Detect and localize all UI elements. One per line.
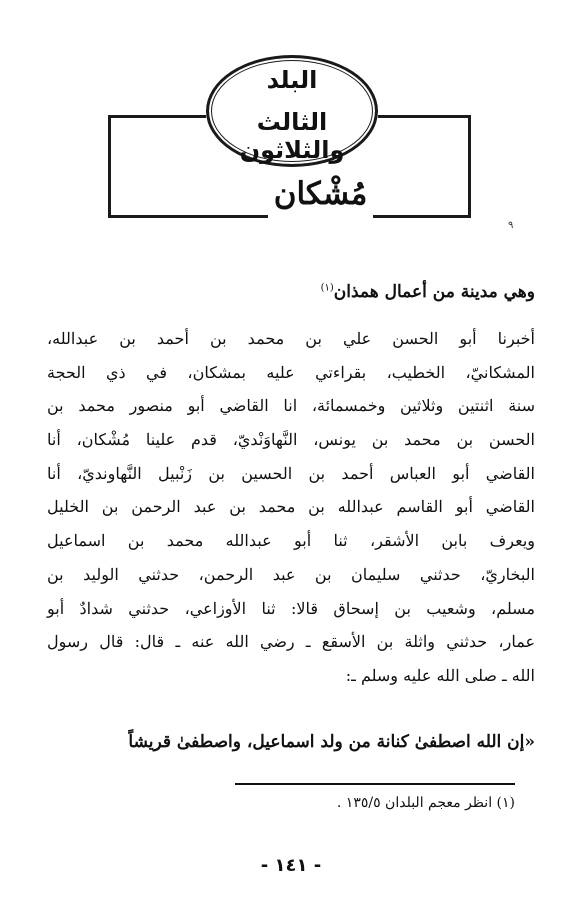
header-frame-line bbox=[373, 215, 471, 218]
body-paragraph bbox=[47, 322, 535, 693]
body-line: القاضي أبو القاسم عبدالله بن محمد بن عبد الرحمن بن الخليل bbox=[47, 497, 535, 517]
body-line: البخاريّ، حدثني سليمان بن عبد الرحمن، حدثني الوليد بن bbox=[47, 564, 535, 584]
chapter-label: البلد bbox=[266, 66, 318, 94]
header-frame-line bbox=[468, 115, 471, 218]
footnote-divider bbox=[235, 783, 515, 785]
body-line: ويعرف بابن الأشقر، ثنا أبو عبدالله محمد بن اسماعيل bbox=[47, 531, 535, 551]
ornament-mark: ٩ bbox=[508, 220, 514, 231]
footnote: (١) انظر معجم البلدان ١٣٥/٥ . bbox=[336, 795, 515, 811]
page-number: - ١٤١ - bbox=[260, 855, 322, 876]
place-title: مُشْكان bbox=[268, 176, 373, 212]
body-line: سنة اثنتين وثلاثين وخمسمائة، انا القاضي أبو منصور محمد بن bbox=[47, 396, 535, 416]
body-line: المشكانيّ، الخطيب، بقراءتي عليه بمشكان، في ذي الحجة bbox=[47, 362, 535, 382]
header-frame-line bbox=[108, 115, 111, 218]
place-description bbox=[321, 282, 535, 302]
place-description-text: وهي مدينة من أعمال همذان bbox=[333, 282, 535, 302]
chapter-number: الثالث والثلاثون bbox=[239, 108, 345, 164]
body-line: الحسن بن محمد بن يونس، النَّهاوَنْديّ، قدم علينا مُشْكان، أنا bbox=[47, 430, 535, 450]
footnote-ref: (١) bbox=[320, 282, 334, 294]
header-frame-line bbox=[108, 215, 268, 218]
header-frame-line bbox=[108, 115, 206, 118]
body-line: أخبرنا أبو الحسن علي بن محمد بن أحمد بن عبدالله، bbox=[47, 329, 535, 348]
header-frame-line bbox=[378, 115, 471, 118]
hadith-quote: «إن الله اصطفىٰ كنانة من ولد اسماعيل، واصطفىٰ قريشاً bbox=[128, 732, 535, 752]
body-line: الله ـ صلى الله عليه وسلم ـ: bbox=[345, 665, 535, 685]
body-line: مسلم، وشعيب بن إسحاق قالا: ثنا الأوزاعي، حدثني شدادٌ أبو bbox=[47, 598, 535, 618]
body-line: القاضي أبو العباس أحمد بن الحسين بن زَنْبيل النَّهاونديّ، أنا bbox=[47, 463, 535, 483]
body-line: عمار، حدثني واثلة بن الأسقع ـ رضي الله عنه ـ قال: قال رسول bbox=[47, 632, 535, 652]
